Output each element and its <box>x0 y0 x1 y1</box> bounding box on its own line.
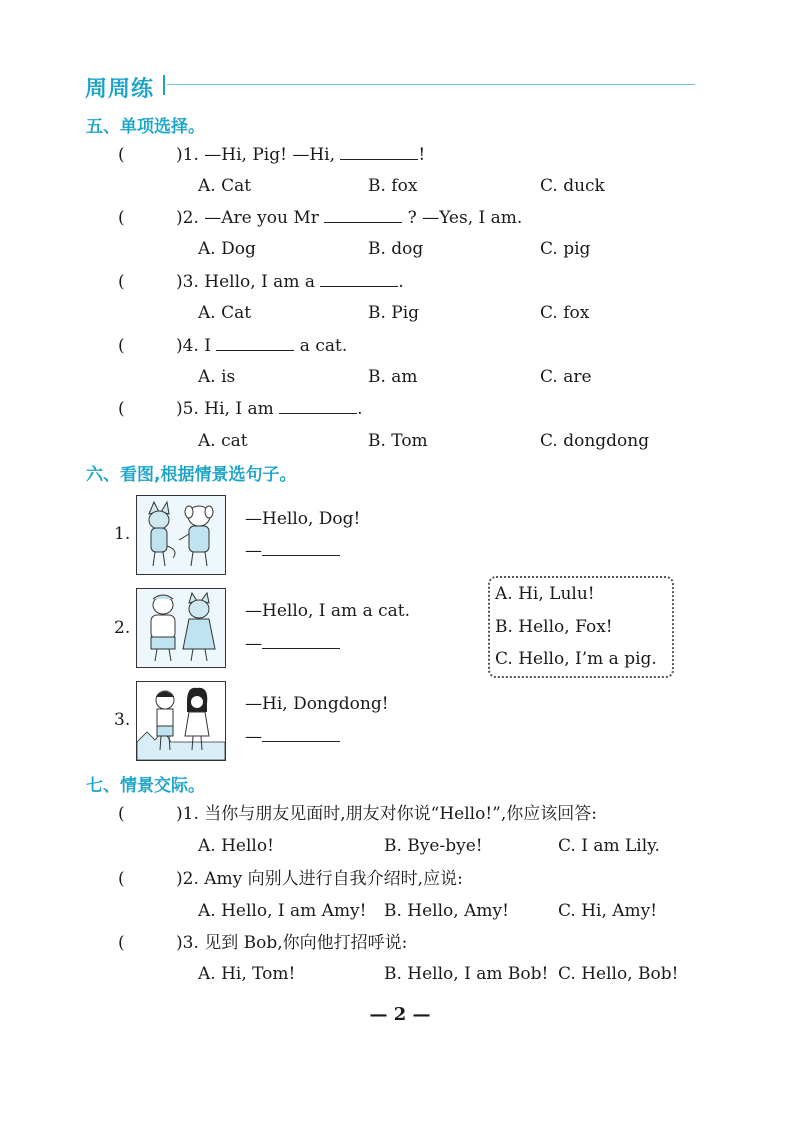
answer-paren[interactable]: ( <box>118 336 125 356</box>
s5-q5-option-a[interactable]: A. cat <box>198 431 248 451</box>
answer-paren[interactable]: ( <box>118 804 125 824</box>
s5-q2-option-a[interactable]: A. Dog <box>198 239 256 259</box>
s6-choice-c[interactable]: C. Hello, I’m a pig. <box>495 649 657 669</box>
question-prompt: 见到 Bob,你向他打招呼说: <box>204 933 408 953</box>
answer-blank[interactable] <box>216 336 294 351</box>
s6-picture-two-kids <box>136 681 226 761</box>
header-title: 周周练 <box>85 77 155 102</box>
answer-blank[interactable] <box>320 272 398 287</box>
s6-item-1-answer <box>245 541 340 561</box>
page-header <box>85 72 695 102</box>
s5-q1-option-b[interactable]: B. fox <box>368 176 418 196</box>
s6-choice-b[interactable]: B. Hello, Fox! <box>495 617 613 637</box>
question-text <box>176 398 363 420</box>
answer-paren[interactable]: ( <box>118 272 125 292</box>
question-number: )3. <box>176 272 199 292</box>
dash: — <box>245 727 262 747</box>
question-post: a cat. <box>299 336 348 356</box>
s5-q5-option-c[interactable]: C. dongdong <box>540 431 650 451</box>
question-text <box>176 207 522 229</box>
s6-item-3-line: —Hi, Dongdong! <box>245 694 389 714</box>
question-pre: —Are you Mr <box>204 208 319 228</box>
page-number: — 2 — <box>369 1004 431 1025</box>
answer-blank[interactable] <box>340 145 418 160</box>
dash: — <box>245 634 262 654</box>
s5-q3-option-c[interactable]: C. fox <box>540 303 590 323</box>
s5-q3-option-b[interactable]: B. Pig <box>368 303 420 323</box>
s6-picture-fox-and-dog <box>136 495 226 575</box>
answer-blank[interactable] <box>324 208 402 223</box>
question-number: )3. <box>176 933 199 953</box>
question-prompt: 当你与朋友见面时,朋友对你说“Hello!”,你应该回答: <box>204 804 598 824</box>
s6-item-3-answer <box>245 727 340 747</box>
s5-q3-option-a[interactable]: A. Cat <box>198 303 252 323</box>
question-post: . <box>398 272 404 292</box>
s7-q1-option-b[interactable]: B. Bye-bye! <box>384 836 483 856</box>
section-7-title: 七、情景交际。 <box>86 776 205 796</box>
question-prompt: Amy 向别人进行自我介绍时,应说: <box>204 869 463 889</box>
s6-item-2-number: 2. <box>114 618 131 638</box>
answer-blank[interactable] <box>262 541 340 556</box>
question-text <box>176 868 463 890</box>
s6-choice-a[interactable]: A. Hi, Lulu! <box>495 584 595 604</box>
two-kids-illustration <box>137 682 225 760</box>
question-number: )4. <box>176 336 199 356</box>
question-text <box>176 144 425 166</box>
question-number: )2. <box>176 208 199 228</box>
question-text <box>176 932 407 954</box>
s7-q3-option-b[interactable]: B. Hello, I am Bob! <box>384 964 549 984</box>
question-text <box>176 271 404 293</box>
s6-picture-pig-and-cat <box>136 588 226 668</box>
s6-item-3-number: 3. <box>114 710 131 730</box>
s7-q2-option-c[interactable]: C. Hi, Amy! <box>558 901 658 921</box>
question-number: )5. <box>176 399 199 419</box>
answer-blank[interactable] <box>262 727 340 742</box>
s7-q2-option-a[interactable]: A. Hello, I am Amy! <box>198 901 367 921</box>
answer-paren[interactable]: ( <box>118 399 125 419</box>
question-pre: Hello, I am a <box>204 272 315 292</box>
s5-q1-option-a[interactable]: A. Cat <box>198 176 252 196</box>
question-text <box>176 335 347 357</box>
s6-item-2-line: —Hello, I am a cat. <box>245 601 411 621</box>
pig-and-cat-illustration <box>137 589 225 667</box>
question-pre: Hi, I am <box>204 399 274 419</box>
answer-blank[interactable] <box>279 399 357 414</box>
answer-paren[interactable]: ( <box>118 145 125 165</box>
answer-blank[interactable] <box>262 634 340 649</box>
answer-paren[interactable]: ( <box>118 933 125 953</box>
section-5-title: 五、单项选择。 <box>86 117 205 137</box>
answer-paren[interactable]: ( <box>118 208 125 228</box>
question-post: ? —Yes, I am. <box>407 208 523 228</box>
fox-and-dog-illustration <box>137 496 225 574</box>
s5-q4-option-a[interactable]: A. is <box>198 367 236 387</box>
s5-q1-option-c[interactable]: C. duck <box>540 176 605 196</box>
s7-q3-option-a[interactable]: A. Hi, Tom! <box>198 964 296 984</box>
s7-q2-option-b[interactable]: B. Hello, Amy! <box>384 901 509 921</box>
question-pre: —Hi, Pig! —Hi, <box>204 145 335 165</box>
question-number: )1. <box>176 804 199 824</box>
answer-paren[interactable]: ( <box>118 869 125 889</box>
s7-q1-option-c[interactable]: C. I am Lily. <box>558 836 660 856</box>
s6-item-1-number: 1. <box>114 524 131 544</box>
s5-q4-option-c[interactable]: C. are <box>540 367 592 387</box>
header-rule <box>167 84 695 85</box>
s6-item-2-answer <box>245 634 340 654</box>
question-post: ! <box>418 145 426 165</box>
s5-q2-option-c[interactable]: C. pig <box>540 239 591 259</box>
question-number: )2. <box>176 869 199 889</box>
question-number: )1. <box>176 145 199 165</box>
question-text <box>176 803 597 825</box>
dash: — <box>245 541 262 561</box>
s5-q2-option-b[interactable]: B. dog <box>368 239 424 259</box>
s5-q5-option-b[interactable]: B. Tom <box>368 431 428 451</box>
header-divider-tick <box>163 75 165 95</box>
s7-q3-option-c[interactable]: C. Hello, Bob! <box>558 964 679 984</box>
question-pre: I <box>204 336 211 356</box>
section-6-title: 六、看图,根据情景选句子。 <box>86 465 297 485</box>
s6-item-1-line: —Hello, Dog! <box>245 509 361 529</box>
s7-q1-option-a[interactable]: A. Hello! <box>198 836 274 856</box>
s5-q4-option-b[interactable]: B. am <box>368 367 418 387</box>
question-post: . <box>357 399 363 419</box>
